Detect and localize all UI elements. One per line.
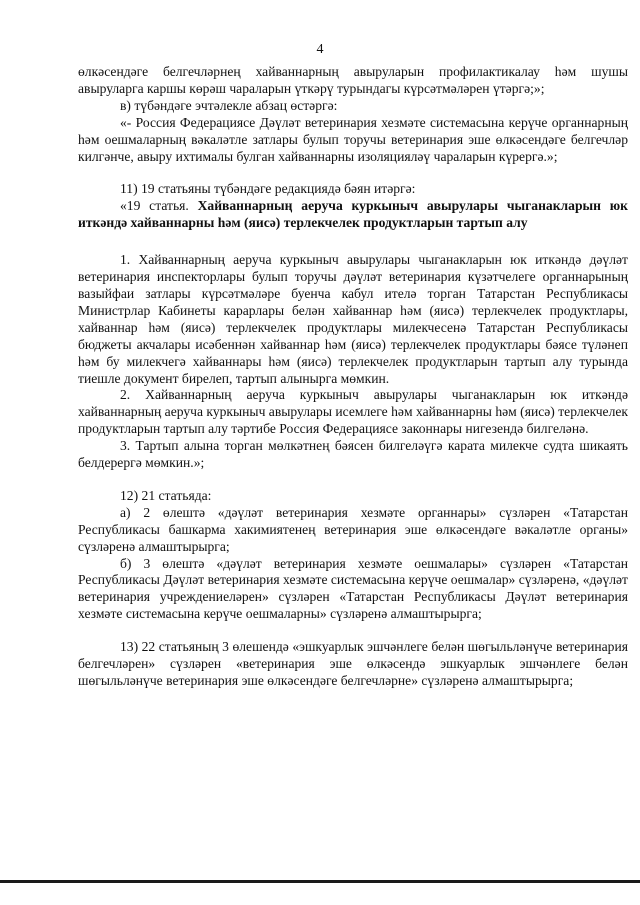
article-19-item-3: 3. Тартып алына торган мөлкәтнең бәясен билгеләүгә карата милекче судта шикаять белдерергә мөмкин.»; — [78, 438, 628, 471]
article-19-item-1: 1. Хайваннарның аеруча куркыныч авырулары чыганакларын юк иткәндә дәүләт ветеринария инспекторлары булып торучы дәүләт ветеринария күзәтчелеге органнарының вазыйфаи затлары күрсәтмәләре буенча кабул ителә торган Татарстан Республикасы Министрлар Кабинеты карарлары белән хайваннар һәм (яисә) терлекчелек продуктлары, хайваннар һәм (яисә) терлекчелек продуктлары милекчесенә Татарстан Республикасы бюджеты акчалары исәбеннән хайваннар һәм (яисә) терлекчелек продуктлары бәясе түләнеп һәм бу милекчегә хайваннары һәм (яисә) терлекчелек продуктларын тартып алу турында тиешле документ бирелеп, тартып алынырга мөмкин. — [78, 252, 628, 386]
scan-edge-line — [0, 880, 640, 883]
item-12-subitem-a: а) 2 өлештә «дәүләт ветеринария хезмәте органнары» сүзләрен «Татарстан Республикасы башкарма хакимиятенең ветеринария эше өлкәсендәге вәкаләтле органы» сүзләренә алмаштырырга; — [78, 504, 628, 554]
page-number: 4 — [316, 42, 324, 57]
article-19-prefix: «19 статья. — [120, 198, 198, 214]
paragraph-item-13: 13) 22 статьяның 3 өлешендә «эшкуарлык эшчәнлеге белән шөгыльләнүче ветеринария белгечләрен» сүзләрен «ветеринария эше өлкәсендә эшкуарлык эшчәнлеге белән шөгыльләнүче ветеринария эше өлкәсендәге белгечләрне» сүзләренә алмаштырырга; — [78, 639, 628, 688]
paragraph-added-clause: «- Россия Федерациясе Дәүләт ветеринария хезмәте системасына керүче органнарның һәм оешмаларның вәкаләтле затлары булып торучы ветеринария эше өлкәсендәге белгечләр килгәнче, авыру ихтималы булган хайваннарны изоляцияләү чараларын күрергә.»; — [78, 114, 628, 164]
article-19-heading — [78, 198, 628, 232]
paragraph-item-12: 12) 21 статьяда: — [120, 487, 212, 503]
article-19-title: Хайваннарның аеруча куркыныч авырулары чыганакларын юк иткәндә хайваннарны һәм (яисә) терлекчелек продуктларын тартып алу — [78, 198, 628, 231]
document-body — [78, 64, 628, 690]
item-12-subitem-b: б) 3 өлештә «дәүләт ветеринария хезмәте оешмалары» сүзләрен «Татарстан Республикасы Дәүләт ветеринария хезмәте системасына керүче оешмалар» сүзләренә, «дәүләт ветеринария учреждениеләрен» сүзләрен «Татарстан Республикасы Дәүләт ветеринария хезмәте системасына керүче оешмаларны» сүзләренә алмаштырырга; — [78, 555, 628, 622]
paragraph-subitem-v: в) түбәндәге эчтәлекле абзац өстәргә: — [120, 97, 338, 113]
paragraph-continuation: өлкәсендәге белгечләрнең хайваннарның авыруларын профилактикалау һәм шушы авыруларга каршы көрәш чараларын үткәрү турындагы күрсәтмәләрен үтәргә;»; — [78, 64, 628, 96]
paragraph-item-11: 11) 19 статьяны түбәндәге редакциядә бәян итәргә: — [120, 181, 416, 197]
article-19-item-2: 2. Хайваннарның аеруча куркыныч авырулары чыганакларын юк иткәндә хайваннарның аеруча куркыныч авырулары исемлеге һәм хайваннарны һәм (яисә) терлекчелек продуктларын тартып алу тәртибе Россия Федерациясе законнары нигезендә билгеләнә. — [78, 387, 628, 437]
